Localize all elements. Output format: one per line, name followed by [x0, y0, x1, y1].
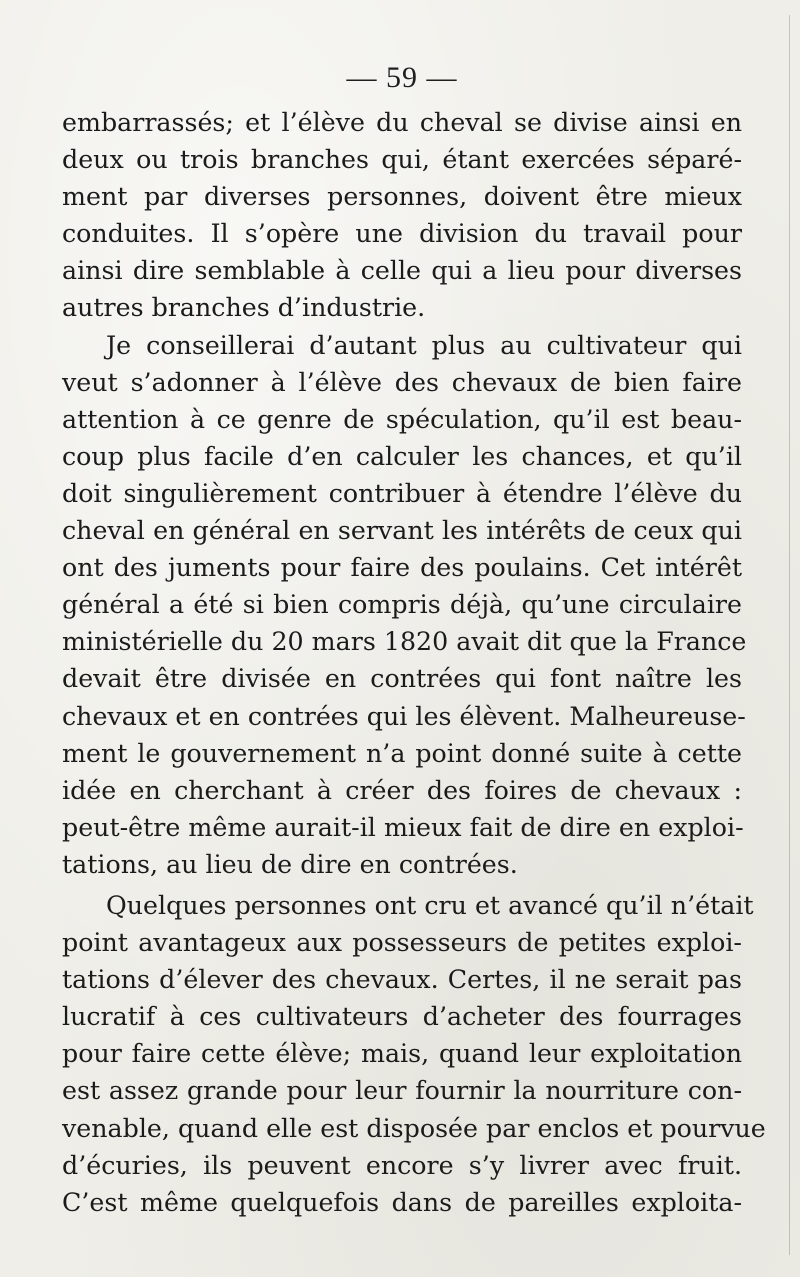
text-line: Quelques personnes ont cru et avancé qu’il n’était: [106, 890, 754, 920]
text-line: ment par diverses personnes, doivent être mieux: [62, 182, 742, 212]
text-line: ainsi dire semblable à celle qui a lieu pour diverses: [62, 256, 742, 286]
paragraph-2: [62, 327, 747, 883]
text-line: idée en cherchant à créer des foires de chevaux :: [62, 775, 742, 805]
text-line: point avantageux aux possesseurs de petites exploi-: [62, 928, 742, 958]
text-line: autres branches d’industrie.: [62, 293, 426, 323]
paragraph-3: [62, 887, 766, 1221]
text-line: pour faire cette élève; mais, quand leur exploitation: [62, 1039, 742, 1069]
text-line: ministérielle du 20 mars 1820 avait dit que la France: [62, 627, 747, 657]
text-line: peut-être même aurait-il mieux fait de dire en exploi-: [62, 812, 744, 842]
text-line: veut s’adonner à l’élève des chevaux de bien faire: [62, 367, 742, 397]
text-line: embarrassés; et l’élève du cheval se divise ainsi en: [62, 108, 742, 137]
text-line: tations d’élever des chevaux. Certes, il ne serait pas: [62, 965, 742, 995]
text-line: deux ou trois branches qui, étant exercées séparé-: [62, 145, 742, 175]
page-number: — 59 —: [346, 61, 458, 94]
paragraph-1: [62, 104, 742, 327]
text-line: lucratif à ces cultivateurs d’acheter des fourrages: [62, 1002, 742, 1032]
text-line: venable, quand elle est disposée par enclos et pourvue: [62, 1113, 766, 1143]
text-line: Je conseillerai d’autant plus au cultivateur qui: [106, 330, 742, 360]
text-line: d’écuries, ils peuvent encore s’y livrer avec fruit.: [62, 1150, 742, 1180]
text-line: doit singulièrement contribuer à étendre l’élève du: [62, 478, 742, 508]
page-text-block: [62, 60, 766, 1221]
text-line: général a été si bien compris déjà, qu’une circulaire: [62, 590, 742, 620]
text-line: ont des juments pour faire des poulains. Cet intérêt: [62, 553, 742, 583]
text-line: tations, au lieu de dire en contrées.: [62, 849, 518, 879]
text-line: ment le gouvernement n’a point donné suite à cette: [62, 738, 742, 768]
text-line: est assez grande pour leur fournir la nourriture con-: [62, 1076, 742, 1106]
text-line: C’est même quelquefois dans de pareilles exploita-: [62, 1187, 742, 1217]
text-line: devait être divisée en contrées qui font naître les: [62, 664, 742, 694]
text-line: attention à ce genre de spéculation, qu’il est beau-: [62, 404, 742, 434]
text-line: conduites. Il s’opère une division du travail pour: [62, 219, 742, 249]
text-line: cheval en général en servant les intérêts de ceux qui: [62, 516, 742, 546]
page-edge-line: [789, 15, 790, 1255]
text-line: coup plus facile d’en calculer les chances, et qu’il: [62, 441, 742, 471]
text-line: chevaux et en contrées qui les élèvent. Malheureuse-: [62, 701, 746, 731]
